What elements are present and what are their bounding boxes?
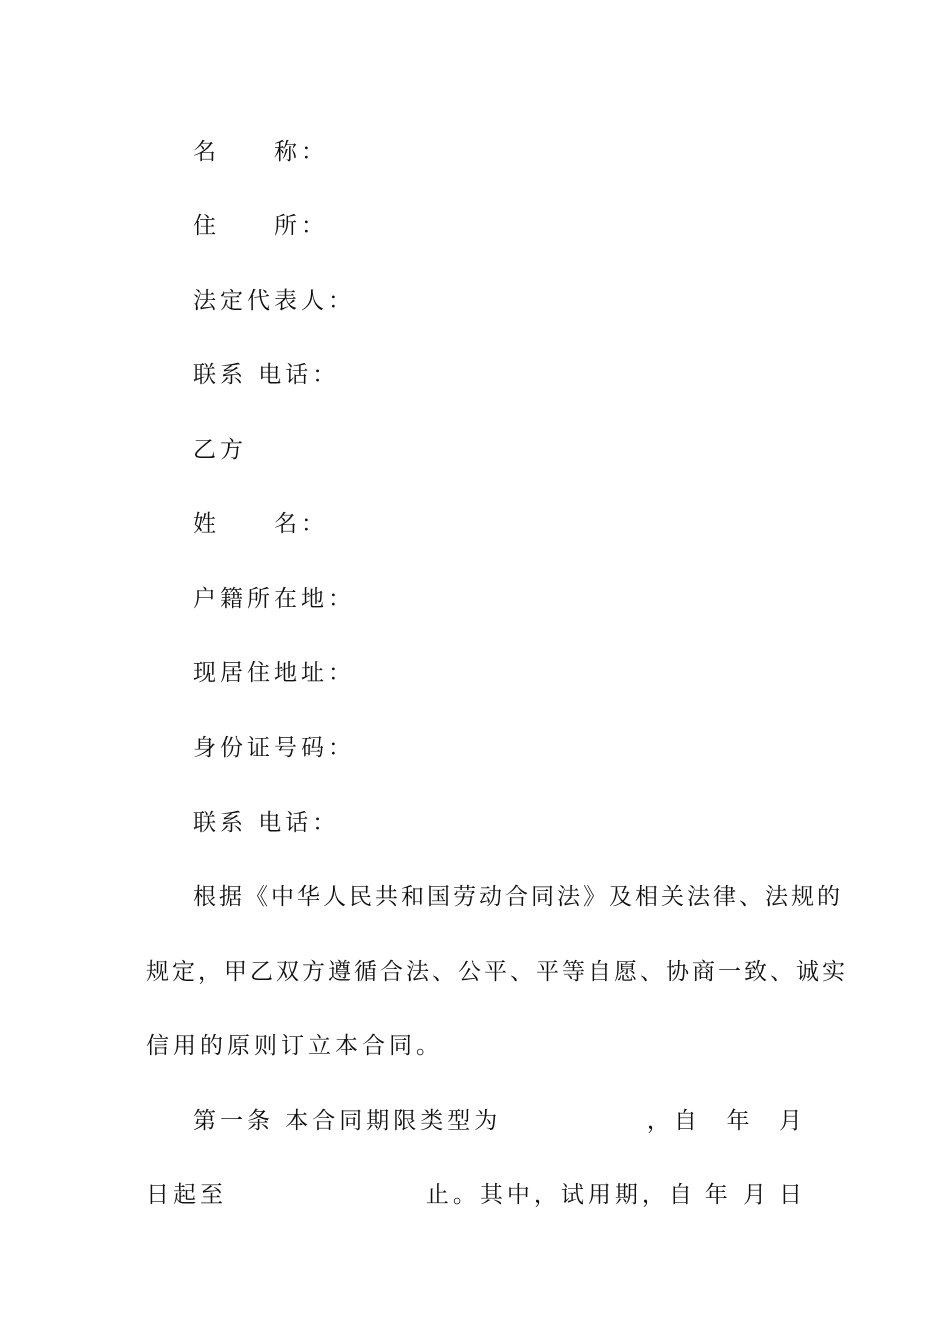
article-1-probation-year-month: 年 月 bbox=[704, 1182, 771, 1208]
party-a-legal-rep-label: 法定代表人： bbox=[193, 288, 355, 314]
party-b-name-label: 姓 名： bbox=[193, 511, 328, 537]
article-1-clause: 第一条 本合同期限类型为 bbox=[193, 1108, 502, 1134]
party-b-current-address-label: 现居住地址： bbox=[193, 660, 355, 686]
article-1-start-day: 日起至 bbox=[146, 1182, 227, 1208]
party-a-address-label: 住 所： bbox=[193, 213, 328, 239]
party-b-id-label: 身份证号码： bbox=[193, 735, 355, 761]
preamble-line-2: 规定，甲乙双方遵循合法、公平、平等自愿、协商一致、诚实 bbox=[146, 959, 848, 985]
article-1-probation: 止。其中，试用期，自 bbox=[425, 1182, 696, 1208]
party-a-name-label: 名 称： bbox=[193, 139, 328, 165]
article-1-line-2 bbox=[146, 1180, 806, 1210]
preamble-line-3: 信用的原则订立本合同。 bbox=[146, 1033, 443, 1059]
article-1-from: ，自 bbox=[646, 1108, 701, 1134]
article-1-line-1 bbox=[193, 1106, 806, 1136]
article-1-year: 年 bbox=[726, 1108, 754, 1134]
article-1-probation-day: 日 bbox=[778, 1182, 806, 1208]
party-a-phone-label: 联系 电话： bbox=[193, 362, 340, 388]
party-b-household-label: 户籍所在地： bbox=[193, 586, 355, 612]
party-b-heading: 乙方 bbox=[193, 437, 247, 463]
party-b-phone-label: 联系 电话： bbox=[193, 810, 340, 836]
preamble-line-1: 根据《中华人民共和国劳动合同法》及相关法律、法规的 bbox=[193, 884, 843, 910]
article-1-month: 月 bbox=[779, 1108, 806, 1134]
